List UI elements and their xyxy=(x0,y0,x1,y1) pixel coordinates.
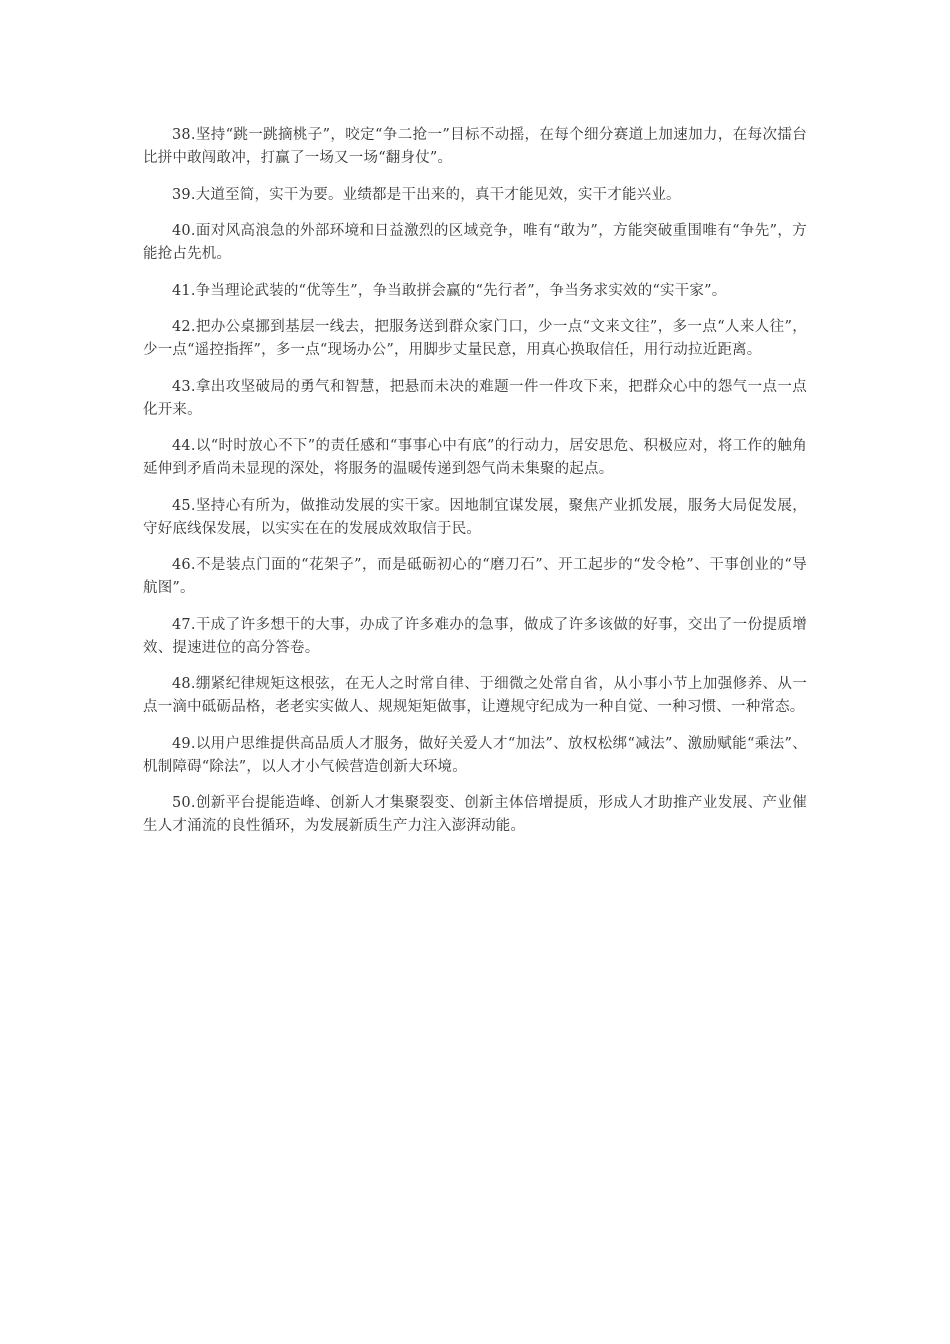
paragraph-42: 42.把办公桌挪到基层一线去，把服务送到群众家门口，少一点“文来文往”，多一点“人来人往”，少一点“遥控指挥”，多一点“现场办公”，用脚步丈量民意，用真心换取信任，用行动拉近距离。 xyxy=(143,319,807,358)
paragraph-38: 38.坚持“跳一跳摘桃子”，咬定“争二抢一”目标不动摇，在每个细分赛道上加速加力，在每次擂台比拼中敢闯敢冲，打赢了一场又一场“翻身仗”。 xyxy=(143,127,807,166)
paragraph-41: 41.争当理论武装的“优等生”，争当敢拼会赢的“先行者”，争当务求实效的“实干家”。 xyxy=(172,282,727,299)
paragraph-49: 49.以用户思维提供高品质人才服务，做好关爱人才“加法”、放权松绑“减法”、激励赋能“乘法”、机制障碍“除法”，以人才小气候营造创新大环境。 xyxy=(143,735,807,775)
paragraph-46: 46.不是装点门面的“花架子”，而是砥砺初心的“磨刀石”、开工起步的“发令枪”、干事创业的“导航图”。 xyxy=(143,557,807,596)
paragraph-48: 48.绷紧纪律规矩这根弦，在无人之时常自律、于细微之处常自省，从小事小节上加强修养、从一点一滴中砥砺品格，老老实实做人、规规矩矩做事，让遵规守纪成为一种自觉、一种习惯、一种常态。 xyxy=(143,676,807,715)
paragraph-44: 44.以“时时放心不下”的责任感和“事事心中有底”的行动力，居安思危、积极应对，将工作的触角延伸到矛盾尚未显现的深处，将服务的温暖传递到怨气尚未集聚的起点。 xyxy=(143,438,807,477)
paragraph-45: 45.坚持心有所为，做推动发展的实干家。因地制宜谋发展，聚焦产业抓发展，服务大局促发展，守好底线保发展，以实实在在的发展成效取信于民。 xyxy=(143,497,807,537)
document-body xyxy=(143,124,807,852)
paragraph-39: 39.大道至简，实干为要。业绩都是干出来的，真干才能见效，实干才能兴业。 xyxy=(172,186,681,203)
paragraph-43: 43.拿出攻坚破局的勇气和智慧，把悬而未决的难题一件一件攻下来，把群众心中的怨气一点一点化开来。 xyxy=(143,378,807,418)
paragraph-47: 47.干成了许多想干的大事，办成了许多难办的急事，做成了许多该做的好事，交出了一份提质增效、提速进位的高分答卷。 xyxy=(143,616,807,656)
paragraph-40: 40.面对风高浪急的外部环境和日益激烈的区域竞争，唯有“敢为”，方能突破重围唯有“争先”，方能抢占先机。 xyxy=(143,223,807,262)
paragraph-50: 50.创新平台提能造峰、创新人才集聚裂变、创新主体倍增提质，形成人才助推产业发展、产业催生人才涌流的良性循环，为发展新质生产力注入澎湃动能。 xyxy=(143,795,807,834)
